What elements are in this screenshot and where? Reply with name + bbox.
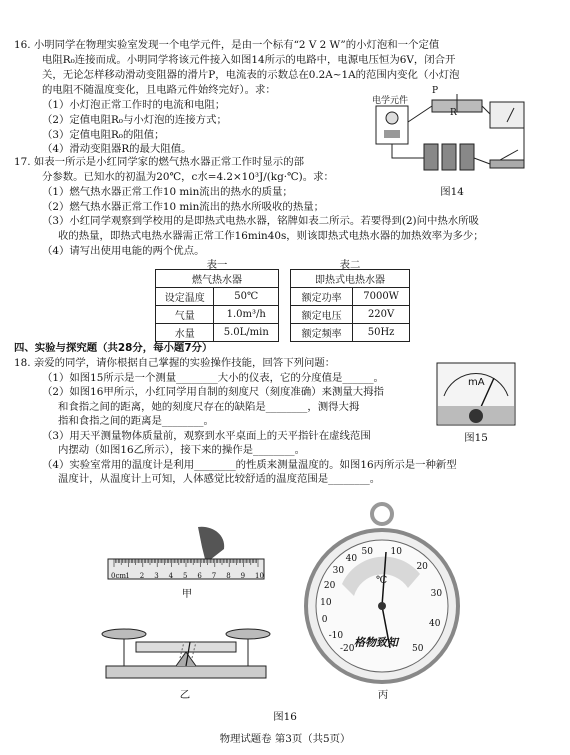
fig14-r-label: R: [450, 108, 457, 118]
ruler-label: 5: [183, 572, 188, 580]
thermo-right-number: 50: [411, 643, 424, 654]
thermo-right-number: 10: [390, 546, 402, 557]
ruler-label: 6: [197, 572, 202, 580]
table-cell: 气量: [156, 306, 214, 324]
thermo-left-number: 20: [323, 580, 336, 591]
q16-line: （4）滑动变阻器R的最大阻值。: [42, 143, 192, 155]
table-cell: 50℃: [214, 288, 279, 306]
left-pan: [102, 629, 146, 639]
ruler-label: 3: [154, 572, 159, 580]
right-pan: [226, 629, 270, 639]
fig14-p-label: P: [432, 86, 439, 96]
table1-title: 燃气热水器: [156, 270, 279, 288]
q17-line: （1）燃气热水器正常工作10 min流出的热水的质量；: [42, 186, 293, 198]
table-cell: 5.0L/min: [214, 324, 279, 342]
battery: [424, 144, 438, 170]
thermo-left-number: 40: [345, 553, 358, 564]
q18-line: 指和食指之间的距离是________。: [58, 415, 214, 427]
balance-beam: [136, 642, 236, 652]
table-2: [290, 269, 410, 342]
q17-line: 分参数。已知水的初温为20℃，c水=4.2×10³J/(kg·℃)。求：: [42, 171, 334, 183]
q16-line: （2）定值电阻R₀与小灯泡的连接方式；: [42, 114, 227, 126]
table-cell: 额定频率: [291, 324, 353, 342]
switch: [490, 160, 524, 168]
ruler-label: 10: [255, 572, 264, 580]
table-1: [155, 269, 279, 342]
q16-line: （3）定值电阻R₀的阻值；: [42, 129, 165, 141]
thermo-left-number: -10: [328, 630, 344, 641]
fig15-caption: 图15: [464, 432, 488, 444]
q18-line: （4）实验室常用的温度计是利用________的性质来测量温度的。如图16丙所示是一种新型: [42, 459, 457, 471]
meter-knob: [469, 409, 483, 423]
thermo-left-number: 30: [332, 565, 345, 576]
ruler-label: 8: [226, 572, 231, 580]
q17-line: 17. 如表一所示是小红同学家的燃气热水器正常工作时显示的部: [14, 156, 304, 168]
fig14-component-label: 电学元件: [372, 96, 409, 106]
table-cell: 50Hz: [353, 324, 410, 342]
q17-line: （4）请写出使用电能的两个优点。: [42, 245, 205, 257]
q17-line: 收的热量，即热式电热水器需正常工作16min40s，则该即热式电热水器的加热效率为多少；: [58, 230, 484, 242]
ammeter: [490, 102, 524, 128]
table-cell: 额定电压: [291, 306, 353, 324]
table1-caption: 表一: [206, 259, 228, 271]
table-cell: 1.0m³/h: [214, 306, 279, 324]
q16-line: 16. 小明同学在物理实验室发现一个电学元件，是由一个标有“2 V 2 W”的小灯泡和一个定值: [14, 39, 440, 51]
ruler-label: 9: [240, 572, 246, 580]
q17-line: （3）小红同学观察到学校用的是即热式电热水器，铭牌如表二所示。若要得到(2)问中热水所吸: [42, 215, 479, 227]
thermo-right-number: 20: [416, 562, 428, 573]
thermo-right-number: 40: [429, 619, 441, 629]
hanging-ring: [372, 504, 392, 524]
fig16-jia-label: 甲: [181, 588, 193, 600]
table2-title: 即热式电热水器: [291, 270, 410, 288]
balance-base: [106, 666, 266, 678]
fig16-caption: 图16: [273, 711, 297, 723]
fig14-caption: 图14: [440, 186, 464, 198]
meter-unit-label: mA: [468, 377, 485, 388]
table-cell: 水量: [156, 324, 214, 342]
q16-line: 的电阻不随温度变化，且电路元件始终完好）。求：: [42, 84, 276, 96]
q18-line: 温度计，从温度计上可知，人体感觉比较舒适的温度范围是________。: [58, 473, 381, 485]
thermo-left-number: 10: [320, 597, 332, 608]
thermo-left-number: 50: [361, 546, 373, 557]
thermo-right-number: 30: [430, 588, 443, 599]
q18-line: 和食指之间的距离，她的刻度尺存在的缺陷是________，测得大拇: [58, 401, 360, 413]
q16-line: 关，无论怎样移动滑动变阻器的滑片P，电流表的示数总在0.2A~1A的范围内变化（小灯泡: [42, 69, 460, 81]
q18-line: （3）用天平测量物体质量前，观察到水平桌面上的天平指针在虚线范围: [42, 430, 371, 442]
table-cell: 220V: [353, 306, 410, 324]
section-4-heading: 四、实验与探究题（共28分，每小题7分）: [14, 342, 213, 354]
ruler-label: 4: [168, 572, 174, 580]
hand-silhouette: [198, 527, 224, 563]
thermo-brand: 格物致知: [354, 636, 398, 649]
thermo-left-number: 0: [321, 614, 328, 625]
balance-figure-16-yi: [96, 612, 276, 682]
q18-line: （2）如图16甲所示，小红同学用自制的刻度尺（刻度准确）来测量大拇指: [42, 386, 384, 398]
q18-line: 内摆动（如图16乙所示），接下来的操作是________。: [58, 444, 306, 456]
table-cell: 设定温度: [156, 288, 214, 306]
q18-line: （1）如图15所示是一个测量________大小的仪表，它的分度值是______。: [42, 372, 384, 384]
ruler-label: 0cm: [111, 572, 127, 580]
ruler-label: 2: [139, 572, 145, 580]
page-footer: 物理试题卷 第3页（共5页）: [219, 733, 351, 745]
ruler-label: 7: [211, 572, 217, 580]
table2-caption: 表二: [339, 259, 361, 271]
ruler-label: 1: [125, 572, 130, 580]
thermo-left-number: -20: [340, 643, 355, 654]
q17-line: （2）燃气热水器正常工作10 min流出的热水所吸收的热量；: [42, 201, 324, 213]
q16-line: （1）小灯泡正常工作时的电流和电阻；: [42, 99, 226, 111]
table-cell: 7000W: [353, 288, 410, 306]
table-cell: 额定功率: [291, 288, 353, 306]
fig16-yi-label: 乙: [179, 689, 191, 701]
milliammeter-figure-15: [436, 362, 516, 426]
q18-line: 18. 亲爱的同学，请你根据自己掌握的实验操作技能，回答下列问题：: [14, 357, 336, 369]
fig16-bing-label: 丙: [377, 689, 389, 701]
thermo-unit: ℃: [376, 575, 388, 586]
q16-line: 电阻R₀连接而成。小明同学将该元件接入如图14所示的电路中，电源电压恒为6V，闭合开: [42, 54, 456, 66]
